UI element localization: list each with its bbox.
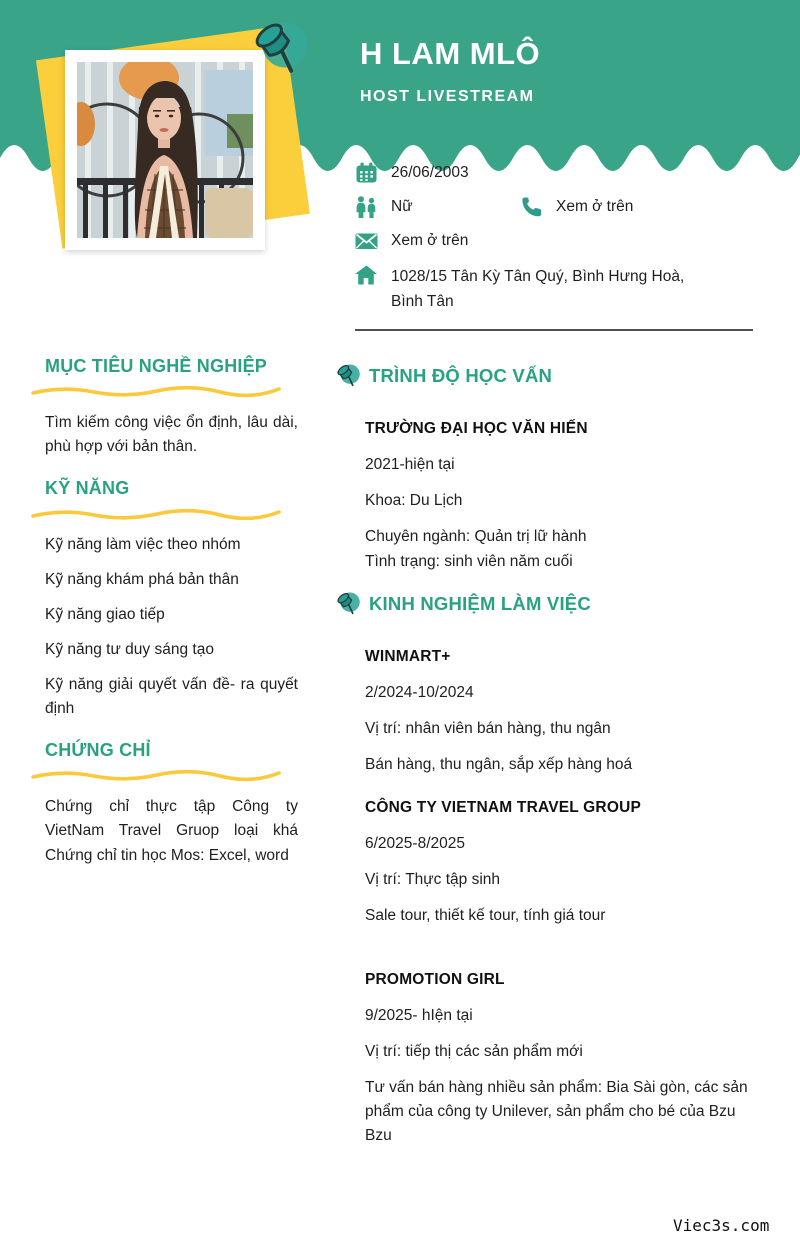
email-value: Xem ở trên bbox=[391, 232, 469, 249]
gender-value: Nữ bbox=[391, 198, 413, 215]
right-column bbox=[332, 360, 766, 1167]
skills-list bbox=[45, 533, 298, 722]
skill-item: Kỹ năng tư duy sáng tạo bbox=[45, 640, 214, 658]
left-column bbox=[45, 356, 298, 882]
phone-value: Xem ở trên bbox=[556, 198, 634, 215]
experience-body bbox=[365, 645, 766, 1148]
job-period: 9/2025- hIện tại bbox=[365, 1007, 473, 1025]
profile-photo bbox=[77, 62, 253, 238]
job-desc: Sale tour, thiết kế tour, tính giá tour bbox=[365, 907, 606, 925]
certificates-text: Chứng chỉ thực tập Công ty VietNam Travel Gruop loại khá Chứng chỉ tin học Mos: Excel, word bbox=[45, 797, 298, 864]
skill-item: Kỹ năng khám phá bản thân bbox=[45, 570, 239, 588]
job-period: 6/2025-8/2025 bbox=[365, 835, 465, 853]
address-value: 1028/15 Tân Kỳ Tân Quý, Bình Hưng Hoà, Bình Tân bbox=[391, 268, 685, 310]
profile-photo-frame bbox=[65, 50, 265, 250]
education-status: Tình trạng: sinh viên năm cuối bbox=[365, 553, 573, 571]
gender-phone-row bbox=[355, 196, 765, 218]
job-period: 2/2024-10/2024 bbox=[365, 684, 474, 702]
phone-icon bbox=[520, 196, 543, 218]
skill-item: Kỹ năng giao tiếp bbox=[45, 605, 165, 623]
home-icon bbox=[355, 264, 378, 286]
job-entry bbox=[365, 968, 766, 1148]
address-row bbox=[355, 264, 765, 314]
experience-section-header bbox=[332, 588, 766, 619]
job-entry bbox=[365, 645, 766, 777]
skill-item: Kỹ năng giải quyết vấn đề- ra quyết định bbox=[45, 675, 298, 718]
certificates-heading: CHỨNG CHỈ bbox=[45, 739, 151, 760]
dob-value: 26/06/2003 bbox=[391, 164, 469, 181]
calendar-icon bbox=[355, 162, 378, 184]
objective-text: Tìm kiếm công việc ổn định, lâu dài, phù hợp với bản thân. bbox=[45, 414, 298, 456]
yellow-squiggle bbox=[30, 506, 282, 520]
education-period: 2021-hiện tại bbox=[365, 456, 455, 474]
job-company: WINMART+ bbox=[365, 648, 451, 666]
job-company: CÔNG TY VIETNAM TRAVEL GROUP bbox=[365, 799, 642, 817]
education-heading: TRÌNH ĐỘ HỌC VẤN bbox=[369, 364, 553, 386]
pushpin-icon bbox=[332, 360, 363, 391]
education-faculty: Khoa: Du Lịch bbox=[365, 492, 463, 510]
dob-row bbox=[355, 162, 765, 184]
job-position: Vị trí: nhân viên bán hàng, thu ngân bbox=[365, 720, 611, 738]
gender-icon bbox=[355, 196, 378, 218]
pushpin-icon bbox=[332, 588, 363, 619]
job-position: Vị trí: tiếp thị các sản phẩm mới bbox=[365, 1043, 583, 1061]
education-major: Chuyên ngành: Quản trị lữ hành bbox=[365, 528, 587, 546]
contact-divider bbox=[355, 329, 753, 331]
skills-heading: KỸ NĂNG bbox=[45, 477, 130, 498]
site-watermark: Viec3s.com bbox=[673, 1216, 770, 1235]
yellow-squiggle bbox=[30, 768, 282, 782]
pushpin-icon bbox=[243, 12, 315, 84]
candidate-role: HOST LIVESTREAM bbox=[360, 88, 535, 105]
education-section-header bbox=[332, 360, 766, 391]
experience-heading: KINH NGHIỆM LÀM VIỆC bbox=[369, 592, 591, 614]
job-desc: Bán hàng, thu ngân, sắp xếp hàng hoá bbox=[365, 756, 633, 774]
candidate-name: H LAM MLÔ bbox=[360, 36, 541, 71]
school-name: TRƯỜNG ĐẠI HỌC VĂN HIẾN bbox=[365, 420, 588, 437]
contact-info bbox=[355, 162, 765, 331]
education-body bbox=[365, 417, 766, 574]
job-entry bbox=[365, 796, 766, 928]
job-company: PROMOTION GIRL bbox=[365, 971, 505, 989]
yellow-squiggle bbox=[30, 384, 282, 398]
job-position: Vị trí: Thực tập sinh bbox=[365, 871, 501, 889]
skill-item: Kỹ năng làm việc theo nhóm bbox=[45, 535, 241, 553]
email-row bbox=[355, 230, 765, 252]
job-desc: Tư vấn bán hàng nhiều sản phẩm: Bia Sài gòn, các sản phẩm của công ty Unilever, sản phẩm cho bé của Bzu Bzu bbox=[365, 1079, 748, 1145]
envelope-icon bbox=[355, 230, 378, 252]
objective-heading: MỤC TIÊU NGHỀ NGHIỆP bbox=[45, 356, 268, 376]
